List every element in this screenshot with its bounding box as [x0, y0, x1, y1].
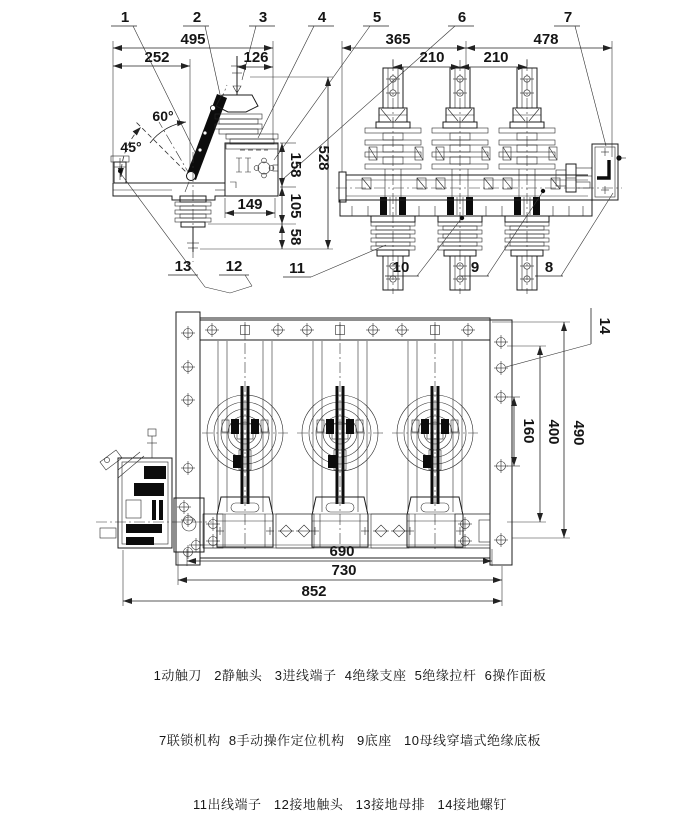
dim-149: 149	[237, 196, 263, 213]
callout-1: 1	[120, 9, 130, 26]
plan-mechanism	[96, 429, 212, 552]
callout-9: 9	[470, 259, 480, 276]
legend-line-3: 11出线端子 12接地触头 13接地母排 14接地螺钉	[193, 797, 507, 812]
plan-pole-left	[202, 324, 288, 550]
front-view	[336, 31, 626, 294]
legend-line-1: 1动触刀 2静触头 3进线端子 4绝缘支座 5绝缘拉杆 6操作面板	[153, 668, 547, 683]
plan-pole-right	[392, 324, 478, 550]
callout-3: 3	[258, 9, 268, 26]
dim-478: 478	[533, 31, 559, 48]
callout-7: 7	[563, 9, 573, 26]
callout-13: 13	[174, 258, 192, 275]
dim-495: 495	[180, 31, 206, 48]
plan-dimensions-right	[492, 308, 613, 538]
front-view-callouts-bottom	[385, 189, 613, 276]
side-view-geometry	[111, 56, 278, 262]
plan-view	[96, 308, 613, 606]
dim-angle-60: 60°	[152, 108, 174, 124]
legend-line-2: 7联锁机构 8手动操作定位机构 9底座 10母线穿墙式绝缘底板	[158, 732, 542, 748]
dim-angle-45: 45°	[120, 139, 142, 155]
dim-158: 158	[287, 152, 304, 178]
moving-contact-blade	[186, 94, 227, 180]
dim-126: 126	[243, 49, 269, 66]
side-view	[111, 31, 386, 293]
dim-365: 365	[385, 31, 411, 48]
front-mechanism	[556, 144, 626, 200]
plan-pole-middle	[297, 324, 383, 550]
callout-10: 10	[392, 259, 410, 276]
dim-852: 852	[301, 583, 327, 600]
callout-14: 14	[596, 317, 613, 335]
front-frame	[336, 172, 622, 216]
dim-58: 58	[287, 228, 304, 246]
callout-4: 4	[317, 9, 327, 26]
callout-11: 11	[289, 260, 305, 277]
dim-160: 160	[520, 418, 537, 444]
dim-210-b: 210	[483, 49, 509, 66]
dim-105: 105	[287, 193, 304, 219]
callout-6: 6	[457, 9, 467, 26]
dim-690: 690	[329, 543, 355, 560]
dim-490: 490	[570, 420, 587, 446]
callout-5: 5	[372, 9, 382, 26]
dim-210-a: 210	[419, 49, 445, 66]
dim-528: 528	[315, 145, 332, 171]
side-view-dimensions	[113, 31, 333, 249]
parts-legend	[0, 622, 700, 837]
dim-730: 730	[331, 562, 357, 579]
callout-8: 8	[544, 259, 554, 276]
callout-12: 12	[225, 258, 243, 275]
pole-middle	[432, 60, 490, 294]
dim-252: 252	[144, 49, 170, 66]
dim-400: 400	[545, 419, 562, 445]
callout-2: 2	[192, 9, 202, 26]
